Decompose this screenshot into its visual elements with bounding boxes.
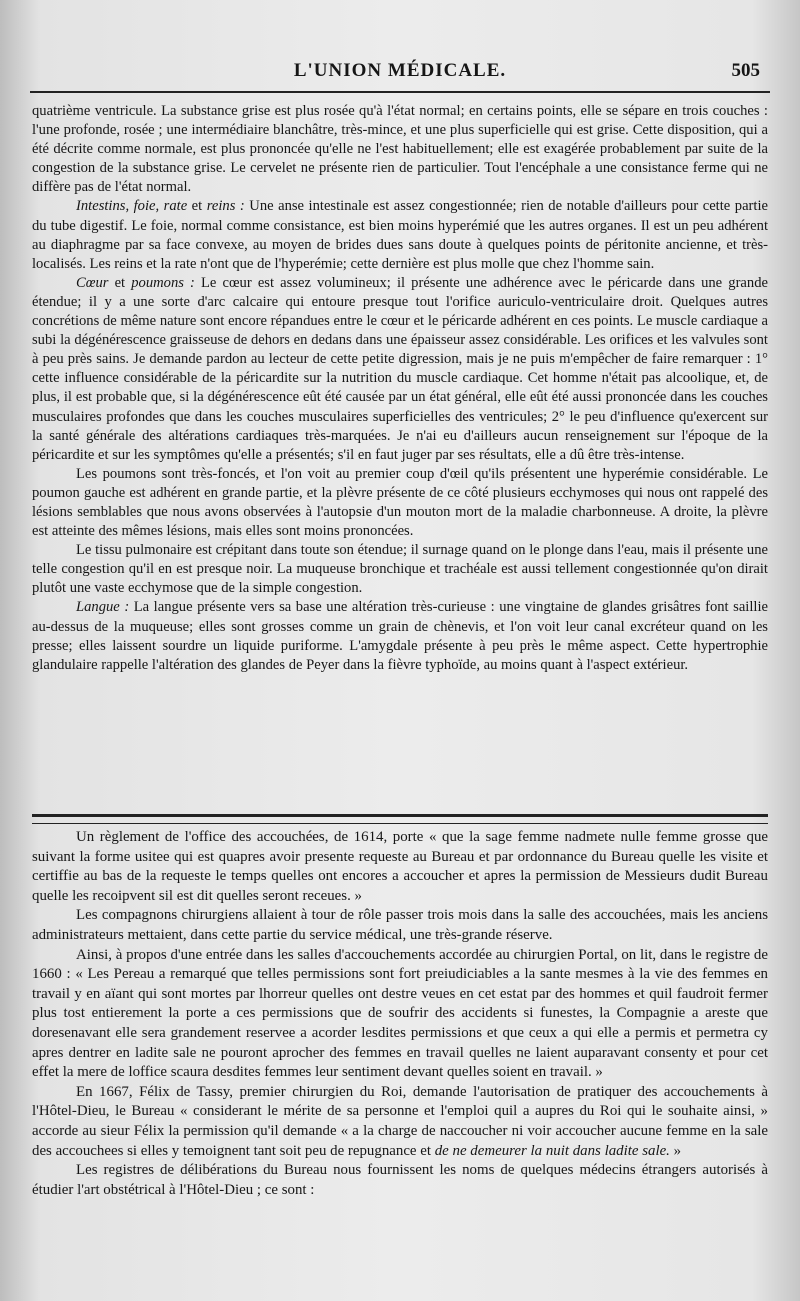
paragraph: Intestins, foie, rate et reins : Une anse intestinale est assez congestionnée; rien de notable d'ailleurs pour cette partie du tube digestif. Le foie, normal comme consistance, est bien moins hyperémié que les autres organes. Il est un peu adhérent au diaphragme par sa face convexe, au moyen de brides dues sans doute à quelques points de péritonite ancienne, et très-localisés. Les reins et la rate n'ont que de l'hyperémie; cette dernière est plus molle que chez l'homme sain.	[32, 198, 768, 272]
paragraph: En 1667, Félix de Tassy, premier chirurgien du Roi, demande l'autorisation de pratiquer des accouchements à l'Hôtel-Dieu, le Bureau « considerant le mérite de sa personne et l'emploi quil a aupres du Roi qui le souhaite ainsi, » accorde au sieur Félix la permission qu'il demande « a la charge de naccoucher ni voir accoucher aucune femme en la sale des accouchees si elles y temoignent tant soit peu de repugnance et de ne demeurer la nuit dans ladite sale. »	[32, 1083, 768, 1159]
paragraph-lead: poumons :	[131, 274, 195, 291]
paragraph: Langue : La langue présente vers sa base une altération très-curieuse : une vingtaine de glandes grisâtres font saillie au-dessus de la muqueuse; elles sont grosses comme un grain de chènevis, et l'on voit leur canal excréteur quand on les presse; elles laissent sourdre un liquide puriforme. L'amygdale présente à peu près le même aspect. Cette hypertrophie glandulaire rappelle l'altération des glandes de Peyer dans la fièvre typhoïde, au moins quant à l'aspect extérieur.	[32, 599, 768, 673]
paragraph: Cœur et poumons : Le cœur est assez volumineux; il présente une adhérence avec le péricarde dans une grande étendue; il y a une sorte d'arc calcaire qui entoure presque tout l'orifice auriculo-ventriculaire droit. Quelques autres concrétions de même nature sont encore répandues entre le cœur et le péricarde adhérent en ces points. Le muscle cardiaque a subi la dégénérescence graisseuse de dehors en dedans dans une épaisseur assez considérable. Les orifices et les valvules sont à peu près sains. Je demande pardon au lecteur de cette petite digression, mais je ne puis m'empêcher de faire remarquer : 1° cette influence considérable de la péricardite sur la nutrition du muscle cardiaque. Cet homme n'était pas alcoolique, et, de plus, il est probable que, si la dégénérescence eût été causée par un état général, elle eût été aussi prononcée dans les couches musculaires profondes que dans les couches musculaires superficielles des ventricules; 2° le peu d'influence qu'exercent sur la santé générale des altérations cardiaques très-marquées. Je n'ai eu d'ailleurs aucun renseignement sur l'époque de la péricardite et sur les symptômes qu'elle a présentés; s'il en faut juger par ses résultats, elle a dû être très-intense.	[32, 274, 768, 463]
header-rule	[30, 91, 770, 93]
paragraph-lead: Intestins, foie, rate	[76, 198, 188, 215]
paragraph-lead: Cœur	[76, 274, 109, 291]
paragraph: Le tissu pulmonaire est crépitant dans toute son étendue; il surnage quand on le plonge dans l'eau, mais il présente une telle congestion qu'il en est presque noir. La muqueuse bronchique et trachéale est aussi tellement congestionnée qu'on dirait plutôt une vaste ecchymose que de la simple congestion.	[32, 542, 768, 597]
journal-title: L'UNION MÉDICALE.	[293, 60, 507, 81]
paragraph-lead: reins :	[206, 198, 245, 215]
section-separator	[32, 814, 768, 824]
paragraph: Les registres de délibérations du Bureau nous fournissent les noms de quelques médecins étrangers autorisés à étudier l'art obstétrical à l'Hôtel-Dieu ; ce sont :	[32, 1162, 768, 1198]
paragraph-lead: Langue :	[76, 599, 130, 616]
page-number: 505	[731, 60, 760, 81]
paragraph: Les compagnons chirurgiens allaient à tour de rôle passer trois mois dans la salle des accouchées, mais les anciens administrateurs mettaient, dans cette partie du service médical, une très-grande réserve.	[32, 907, 768, 943]
paragraph: Un règlement de l'office des accouchées, de 1614, porte « que la sage femme nadmete nulle femme grosse que suivant la forme usitee qui est quapres avoir presente requeste au Bureau et par ordonnance du Bureau quelle les visite et certiffie au bas de la requeste le temps quelles ont encores a accoucher et apres la permission de Messieurs dudit Bureau quelle les recoipvent sil est dit quelles seront receues. »	[32, 829, 768, 904]
paragraph: Les poumons sont très-foncés, et l'on voit au premier coup d'œil qu'ils présentent une hyperémie considérable. Le poumon gauche est adhérent en grande partie, et la plèvre présente de ce côté plusieurs ecchymoses qui nous ont rappelé des lésions semblables que nous avons observées à l'autopsie d'un mouton mort de la maladie charbonneuse. A droite, la plèvre est atteinte des mêmes lésions, mais elles sont moins prononcées.	[32, 465, 768, 540]
page-header	[30, 58, 770, 88]
history-section	[32, 828, 768, 1200]
autopsy-section	[32, 102, 768, 675]
paragraph: Ainsi, à propos d'une entrée dans les salles d'accouchements accordée au chirurgien Portal, on lit, dans le registre de 1660 : « Les Pereau a remarqué que telles permissions sont fort preiudiciables a la sante mesmes à la vie des femmes en travail y en aïant qui sont mortes par lhorreur quelles ont destre veues en cet estat par des hommes et quil faudroit fermer plus tost entierement la porte a ces permissions que de soufrir des accidents si funestes, la Compagnie a areste que doresenavant elle sera grandement reservee a acorder lesdites permissions et que ceux a qui elle a permis et permetra cy apres dentrer en ladite sale ne pouront aprocher des femmes en travail quelles ne laient auparavant consenty et pour cet effet la mere de loffice scaura desdites femmes leur sentiment devant quelles soient en travail. »	[32, 946, 768, 1081]
paragraph: quatrième ventricule. La substance grise est plus rosée qu'à l'état normal; en certains points, elle se sépare en trois couches : l'une profonde, rosée ; une intermédiaire blanchâtre, très-mince, et une plus superficielle qui est grise. Cette disposition, qui a été décrite comme normale, est plus prononcée qu'elle ne l'est habituellement; elle est exagérée probablement par suite de la congestion de la substance grise. Le cervelet ne présente rien de particulier. Tout l'encéphale a une consistance ferme qui ne diffère pas de l'état normal.	[32, 103, 768, 196]
